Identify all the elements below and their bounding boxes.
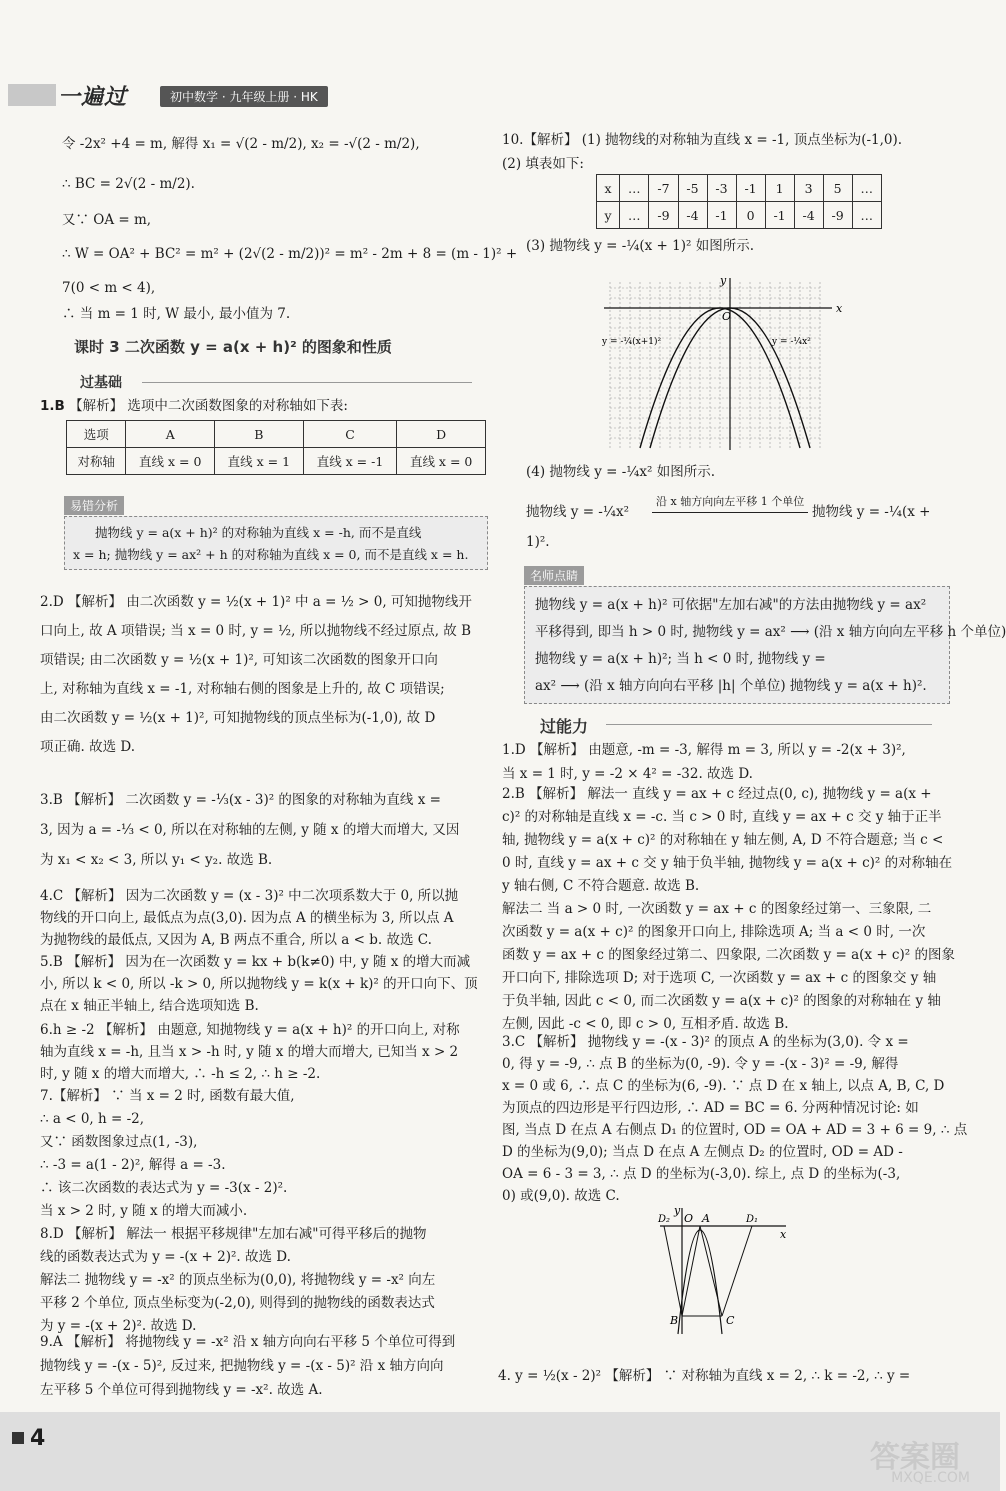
text-line: 7(0 < m < 4), [62, 280, 156, 296]
text-line: 4.C 【解析】 因为二次函数 y = (x - 3)² 中二次项系数大于 0, 所以抛 [40, 888, 459, 904]
text-line: 5.B 【解析】 因为在一次函数 y = kx + b(k≠0) 中, y 随 x 的增大而减 [40, 954, 471, 970]
text-line: ∴ W = OA² + BC² = m² + (2√(2 - m/2))² = m² - 2m + 8 = (m - 1)² + [62, 246, 518, 262]
text-line: 点在 x 轴正半轴上, 结合选项知选 B. [40, 998, 259, 1014]
point-d2-label: D₂ [658, 1214, 671, 1225]
text-line: 时, y 随 x 的增大而增大, ∴ -h ≤ 2, ∴ h ≥ -2. [40, 1066, 321, 1082]
segment-ab [682, 1226, 700, 1316]
section-heading: 过能力 [540, 717, 589, 736]
text-line: 左侧, 因此 -c < 0, 即 c > 0, 互相矛盾. 故选 B. [502, 1016, 789, 1032]
table-cell: D [397, 421, 486, 448]
text-line: y 轴右侧, C 不符合题意. 故选 B. [502, 878, 700, 894]
text-line: 由二次函数 y = ½(x + 1)², 可知抛物线的顶点坐标为(-1,0), 故 D [40, 710, 436, 726]
text-line: 轴, 抛物线 y = a(x + c)² 的对称轴在 y 轴左侧, A, D 不符合题意; 当 c < [502, 832, 944, 848]
text-line: c)² 的对称轴是直线 x = -c. 当 c > 0 时, 直线 y = ax + c 交 y 轴于正半 [502, 809, 942, 825]
text-line: 函数 y = ax + c 的图象经过第二、四象限, 二次函数 y = a(x + c)² 的图象 [502, 947, 955, 963]
text-line: 3.B 【解析】 二次函数 y = -⅓(x - 3)² 的图象的对称轴为直线 x = [40, 792, 441, 808]
tip-box-label: 名师点睛 [524, 566, 584, 585]
table-cell: B [215, 421, 304, 448]
table-cell: -9 [823, 202, 852, 229]
text-line: 2.B 【解析】 解法一 直线 y = ax + c 经过点(0, c), 抛物线 y = a(x + [502, 786, 932, 802]
table-cell: -3 [707, 175, 736, 202]
text-line: 当 x > 2 时, y 随 x 的增大而减小. [40, 1203, 248, 1219]
point-b-label: B [670, 1314, 679, 1327]
table-cell: 直线 x = 0 [397, 448, 486, 475]
text-line: 1.D 【解析】 由题意, -m = -3, 解得 m = 3, 所以 y = -2(x + 3)², [502, 742, 906, 758]
text-line: 口向上, 故 A 项错误; 当 x = 0 时, y = ½, 所以抛物线不经过原点, 故 B [40, 623, 471, 639]
section-heading: 过基础 [80, 375, 122, 391]
book-logo: 一遍过 [58, 85, 128, 110]
table-cell: … [620, 175, 649, 202]
text-line: 又∵ 函数图象过点(1, -3), [40, 1134, 198, 1150]
text-line: 项错误; 由二次函数 y = ½(x + 1)², 可知该二次函数的图象开口向 [40, 652, 438, 668]
y-axis-label: y [674, 1204, 681, 1217]
table-cell: 1 [765, 175, 794, 202]
text-line: ∴ -3 = a(1 - 2)², 解得 a = -3. [40, 1157, 226, 1173]
text-line: ax² ⟶ (沿 x 轴方向向右平移 |h| 个单位) 抛物线 y = a(x + h)². [535, 678, 927, 694]
page-marker [12, 1432, 24, 1444]
table-cell: … [852, 175, 881, 202]
table-cell: -5 [678, 175, 707, 202]
table-cell: … [620, 202, 649, 229]
text-line: 开口向下, 排除选项 D; 对于选项 C, 一次函数 y = ax + c 的图象交 y 轴 [502, 970, 937, 986]
x-axis-label: x [780, 1228, 787, 1241]
table-cell: 对称轴 [67, 448, 126, 475]
text-line: x = 0 或 6, ∴ 点 C 的坐标为(6, -9). ∵ 点 D 在 x 轴上, 以点 A, B, C, D [502, 1078, 945, 1094]
text-line: ∴ 当 m = 1 时, W 最小, 最小值为 7. [62, 306, 291, 322]
text-line: 8.D 【解析】 解法一 根据平移规律"左加右减"可得平移后的抛物 [40, 1226, 427, 1242]
text-line: 平移得到, 即当 h > 0 时, 抛物线 y = ax² ⟶ (沿 x 轴方向向左平移 h 个单位) [535, 624, 1006, 640]
tip-box-label: 易错分析 [64, 496, 124, 515]
header-block [8, 84, 56, 106]
text-line: 解法二 抛物线 y = -x² 的顶点坐标为(0,0), 将抛物线 y = -x² 向左 [40, 1272, 436, 1288]
text-line: 小, 所以 k < 0, 所以 -k > 0, 所以抛物线 y = k(x + k)² 的开口向下、顶 [40, 976, 478, 992]
page-number: 4 [30, 1426, 46, 1451]
table-cell: -1 [707, 202, 736, 229]
text-line: (3) 抛物线 y = -¼(x + 1)² 如图所示. [526, 238, 754, 254]
text-line: (2) 填表如下: [502, 156, 584, 172]
text-line: 为 y = -(x + 2)². 故选 D. [40, 1318, 197, 1334]
table-cell: 直线 x = 0 [126, 448, 215, 475]
y-axis-label: y [720, 274, 727, 287]
text-line: 解法二 当 a > 0 时, 一次函数 y = ax + c 的图象经过第一、三象限, 二 [502, 901, 932, 917]
text-line: 6.h ≥ -2 【解析】 由题意, 知抛物线 y = a(x + h)² 的开口向上, 对称 [40, 1022, 460, 1038]
curve-label-left: y = -¼(x+1)² [602, 337, 662, 347]
text-line: 次函数 y = a(x + c)² 的图象开口向上, 排除选项 A; 当 a < 0 时, 一次 [502, 924, 926, 940]
ability-answer-4: 4. y = ½(x - 2)² 【解析】 ∵ 对称轴为直线 x = 2, ∴ k = -2, ∴ y = [498, 1368, 911, 1384]
text-line: 轴为直线 x = -h, 且当 x > -h 时, y 随 x 的增大而增大, 已知当 x > 2 [40, 1044, 459, 1060]
text-line: 【解析】 选项中二次函数图象的对称轴如下表: [69, 398, 348, 414]
table-cell: 直线 x = 1 [215, 448, 304, 475]
text-line: OA = 6 - 3 = 3, ∴ 点 D 的坐标为(-3,0). 综上, 点 D 的坐标为(-3, [502, 1166, 901, 1182]
origin-label: O [722, 310, 732, 323]
table-cell: -9 [649, 202, 678, 229]
table-cell: -1 [736, 175, 765, 202]
text-line: 上, 对称轴为直线 x = -1, 对称轴右侧的图象是上升的, 故 C 项错误; [40, 681, 445, 697]
tip-line: 抛物线 y = a(x + h)² 的对称轴为直线 x = -h, 而不是直线 [95, 525, 422, 540]
text-line: 项正确. 故选 D. [40, 739, 136, 755]
text-line: 左平移 5 个单位可得到抛物线 y = -x². 故选 A. [40, 1382, 323, 1398]
table-cell: -4 [678, 202, 707, 229]
shift-arrow [652, 512, 808, 513]
tip-box [524, 586, 1006, 704]
x-axis-label: x [836, 302, 843, 315]
text-line: 平移 2 个单位, 顶点坐标变为(-2,0), 则得到的抛物线的函数表达式 [40, 1295, 435, 1311]
point-a-label: A [702, 1212, 710, 1225]
section-divider [142, 382, 472, 383]
table-cell: -7 [649, 175, 678, 202]
text-line: 10.【解析】 (1) 抛物线的对称轴为直线 x = -1, 顶点坐标为(-1,0). [502, 132, 903, 148]
lesson-title: 课时 3 二次函数 y = a(x + h)² 的图象和性质 [74, 338, 392, 356]
text-line: D 的坐标为(9,0); 当点 D 在点 A 左侧点 D₂ 的位置时, OD = AD - [502, 1144, 903, 1160]
table-cell: 0 [736, 202, 765, 229]
text-line: 抛物线 y = a(x + h)²; 当 h < 0 时, 抛物线 y = [535, 651, 826, 667]
text-line: ∴ 该二次函数的表达式为 y = -3(x - 2)². [40, 1180, 288, 1196]
text-line: 0) 或(9,0). 故选 C. [502, 1188, 620, 1204]
table-cell: C [303, 421, 397, 448]
page-footer [0, 1412, 1000, 1491]
text-line: 3, 因为 a = -⅓ < 0, 所以在对称轴的左侧, y 随 x 的增大而增大, 又因 [40, 822, 460, 838]
graph-grid [610, 282, 822, 448]
text-line: 1)². [526, 534, 550, 550]
text-line: 0 时, 直线 y = ax + c 交 y 轴于负半轴, 抛物线 y = a(x + c)² 的对称轴在 [502, 855, 953, 871]
text-line: ∴ BC = 2√(2 - m/2). [62, 176, 195, 192]
text-line: 7.【解析】 ∵ 当 x = 2 时, 函数有最大值, [40, 1088, 295, 1104]
parabola [678, 1230, 722, 1334]
section-divider [606, 724, 932, 725]
text-line: 又∵ OA = m, [62, 212, 152, 228]
table-cell: y [597, 202, 620, 229]
origin-label: O [684, 1212, 694, 1225]
text-line: 为抛物线的最低点, 又因为 A, B 两点不重合, 所以 a < b. 故选 C. [40, 932, 432, 948]
curve-label-right: y = -¼x² [772, 337, 811, 347]
text-line: 图, 当点 D 在点 A 右侧点 D₁ 的位置时, OD = OA + AD = 3 + 6 = 9, ∴ 点 [502, 1122, 968, 1138]
point-c-label: C [726, 1314, 735, 1327]
table-cell: A [126, 421, 215, 448]
table-cell: 5 [823, 175, 852, 202]
text-line: 抛物线 y = -(x - 5)², 反过来, 把抛物线 y = -(x - 5)² 沿 x 轴方向向 [40, 1358, 444, 1374]
page-header [0, 78, 1000, 112]
book-series-label: 初中数学 · 九年级上册 · HK [160, 86, 328, 107]
segment-d2b [664, 1226, 682, 1316]
question-number: 1.B [40, 398, 65, 414]
watermark-url: MXQE.COM [891, 1470, 970, 1486]
text-line: 为顶点的四边形是平行四边形, ∴ AD = BC = 6. 分两种情况讨论: 如 [502, 1100, 919, 1116]
table-cell: 选项 [67, 421, 126, 448]
table-cell: 3 [794, 175, 823, 202]
value-table [596, 174, 882, 229]
table-cell: -1 [765, 202, 794, 229]
text-line: (4) 抛物线 y = -¼x² 如图所示. [526, 464, 715, 480]
table-cell: -4 [794, 202, 823, 229]
axis-table [66, 420, 486, 475]
tip-line: x = h; 抛物线 y = ax² + h 的对称轴为直线 x = 0, 而不是直线 x = h. [73, 547, 469, 562]
text-line: 0, 得 y = -9, ∴ 点 B 的坐标为(0, -9). 令 y = -(x - 3)² = -9, 解得 [502, 1056, 899, 1072]
text-line: 抛物线 y = -¼x² [526, 504, 629, 520]
text-line: 2.D 【解析】 由二次函数 y = ½(x + 1)² 中 a = ½ > 0, 可知抛物线开 [40, 594, 472, 610]
parallelogram-figure [656, 1206, 796, 1336]
table-cell: … [852, 202, 881, 229]
point-d1-label: D₁ [746, 1214, 759, 1225]
text-line: 当 x = 1 时, y = -2 × 4² = -32. 故选 D. [502, 766, 753, 782]
text-line: 为 x₁ < x₂ < 3, 所以 y₁ < y₂. 故选 B. [40, 852, 273, 868]
table-cell: 直线 x = -1 [303, 448, 397, 475]
text-line: 线的函数表达式为 y = -(x + 2)². 故选 D. [40, 1249, 291, 1265]
watermark: 答案圈 [870, 1440, 960, 1475]
text-line: 于负半轴, 因此 c < 0, 而二次函数 y = a(x + c)² 的图象的对称轴在 y 轴 [502, 993, 941, 1009]
table-cell: x [597, 175, 620, 202]
text-line: 3.C 【解析】 抛物线 y = -(x - 3)² 的顶点 A 的坐标为(3,0). 令 x = [502, 1034, 909, 1050]
text-line: 抛物线 y = -¼(x + [812, 504, 931, 520]
text-line: 抛物线 y = a(x + h)² 可依据"左加右减"的方法由抛物线 y = ax² [535, 597, 927, 613]
tip-box [64, 516, 488, 570]
segment-d1c [722, 1226, 752, 1316]
text-line: 物线的开口向上, 最低点为点(3,0). 因为点 A 的横坐标为 3, 所以点 A [40, 910, 454, 926]
text-line: 9.A 【解析】 将抛物线 y = -x² 沿 x 轴方向向右平移 5 个单位可得到 [40, 1334, 456, 1350]
text-line: ∴ a < 0, h = -2, [40, 1111, 145, 1127]
arrow-label: 沿 x 轴方向向左平移 1 个单位 [656, 495, 805, 508]
text-line: 令 -2x² +4 = m, 解得 x₁ = √(2 - m/2), x₂ = -√(2 - m/2), [62, 136, 420, 152]
parabola-graph [600, 274, 843, 452]
segment-ac [700, 1226, 722, 1316]
